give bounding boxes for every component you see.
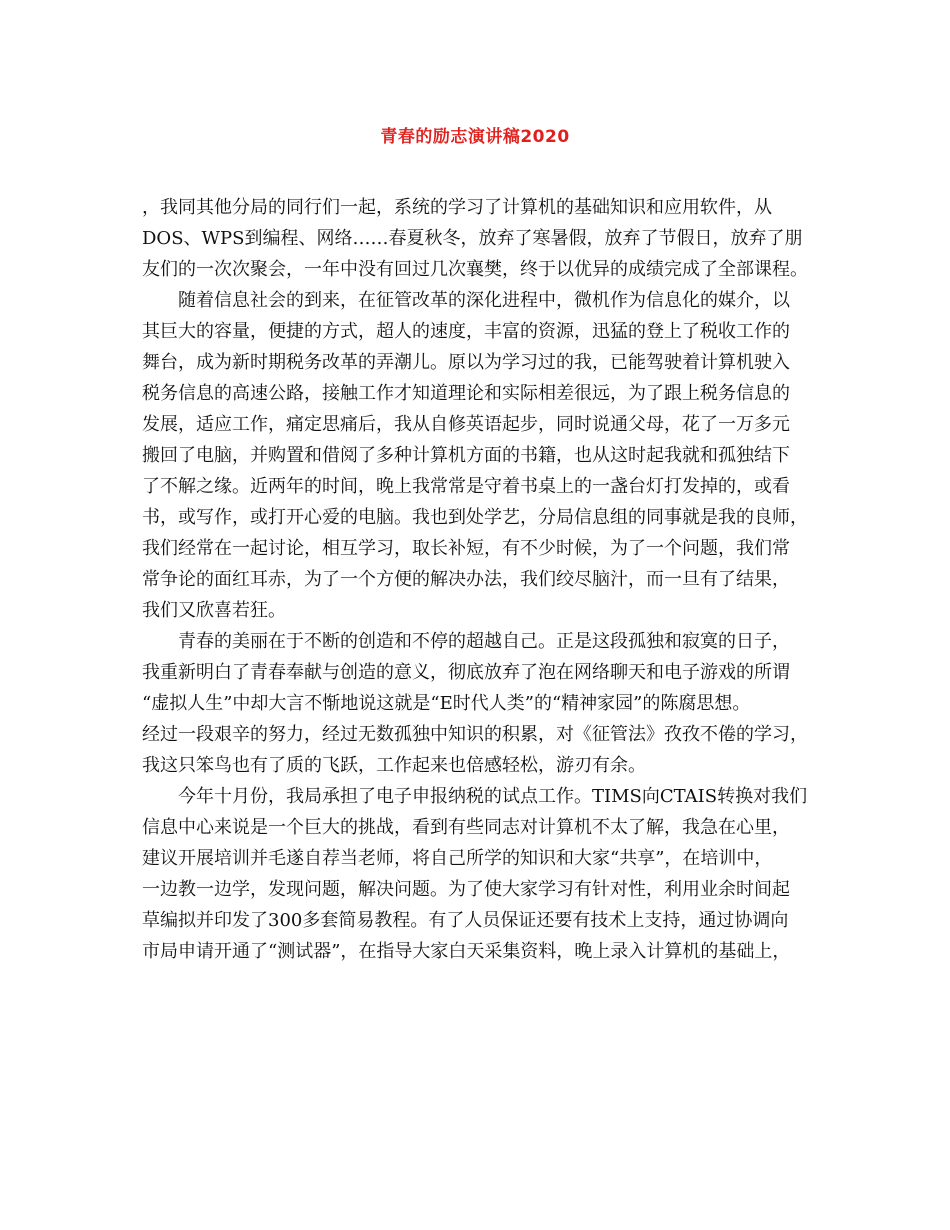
document-body [142,192,822,967]
text-line: 信息中心来说是一个巨大的挑战，看到有些同志对计算机不太了解，我急在心里， [142,817,790,838]
text-line: 经过一段艰辛的努力，经过无数孤独中知识的积累，对《征管法》孜孜不倦的学习， [142,724,808,745]
text-line: ，我同其他分局的同行们一起，系统的学习了计算机的基础知识和应用软件，从 [142,197,772,218]
text-line: 随着信息社会的到来，在征管改革的深化进程中，微机作为信息化的媒介，以 [178,290,790,311]
text-line: 搬回了电脑，并购置和借阅了多种计算机方面的书籍，也从这时起我就和孤独结下 [142,445,790,466]
text-line: 建议开展培训并毛遂自荐当老师，将自己所学的知识和大家“共享”，在培训中， [142,848,773,869]
document-title: 青春的励志演讲稿2020 [380,127,570,147]
text-line: 草编拟并印发了300多套简易教程。有了人员保证还要有技术上支持，通过协调向 [142,910,789,931]
text-line: 舞台，成为新时期税务改革的弄潮儿。原以为学习过的我，已能驾驶着计算机驶入 [142,352,790,373]
text-line: 常争论的面红耳赤，为了一个方便的解决办法，我们绞尽脑汁，而一旦有了结果， [142,569,790,590]
text-line: 书，或写作，或打开心爱的电脑。我也到处学艺，分局信息组的同事就是我的良师， [142,507,808,528]
text-line: 我这只笨鸟也有了质的飞跃，工作起来也倍感轻松，游刃有余。 [142,755,646,776]
text-line: 发展，适应工作，痛定思痛后，我从自修英语起步，同时说通父母，花了一万多元 [142,414,790,435]
text-line: 今年十月份，我局承担了电子申报纳税的试点工作。TIMS向CTAIS转换对我们 [178,786,808,807]
text-line: 我重新明白了青春奉献与创造的意义，彻底放弃了泡在网络聊天和电子游戏的所谓 [142,662,790,683]
text-line: 了不解之缘。近两年的时间，晚上我常常是守着书桌上的一盏台灯打发掉的，或看 [142,476,790,497]
text-line: 税务信息的高速公路，接触工作才知道理论和实际相差很远，为了跟上税务信息的 [142,383,790,404]
text-line: 一边教一边学，发现问题，解决问题。为了使大家学习有针对性，利用业余时间起 [142,879,790,900]
text-line: 我们经常在一起讨论，相互学习，取长补短，有不少时候，为了一个问题，我们常 [142,538,790,559]
text-line: “虚拟人生”中却大言不惭地说这就是“E时代人类”的“精神家园”的陈腐思想。 [142,693,751,714]
text-line: 青春的美丽在于不断的创造和不停的超越自己。正是这段孤独和寂寞的日子， [178,631,790,652]
text-line: 其巨大的容量，便捷的方式，超人的速度，丰富的资源，迅猛的登上了税收工作的 [142,321,790,342]
text-line: 我们又欣喜若狂。 [142,600,286,621]
text-line: DOS、WPS到编程、网络……春夏秋冬，放弃了寒暑假，放弃了节假日，放弃了朋 [142,228,803,249]
text-line: 友们的一次次聚会，一年中没有回过几次襄樊，终于以优异的成绩完成了全部课程。 [142,259,808,280]
text-line: 市局申请开通了“测试器”，在指导大家白天采集资料，晚上录入计算机的基础上， [142,941,791,962]
